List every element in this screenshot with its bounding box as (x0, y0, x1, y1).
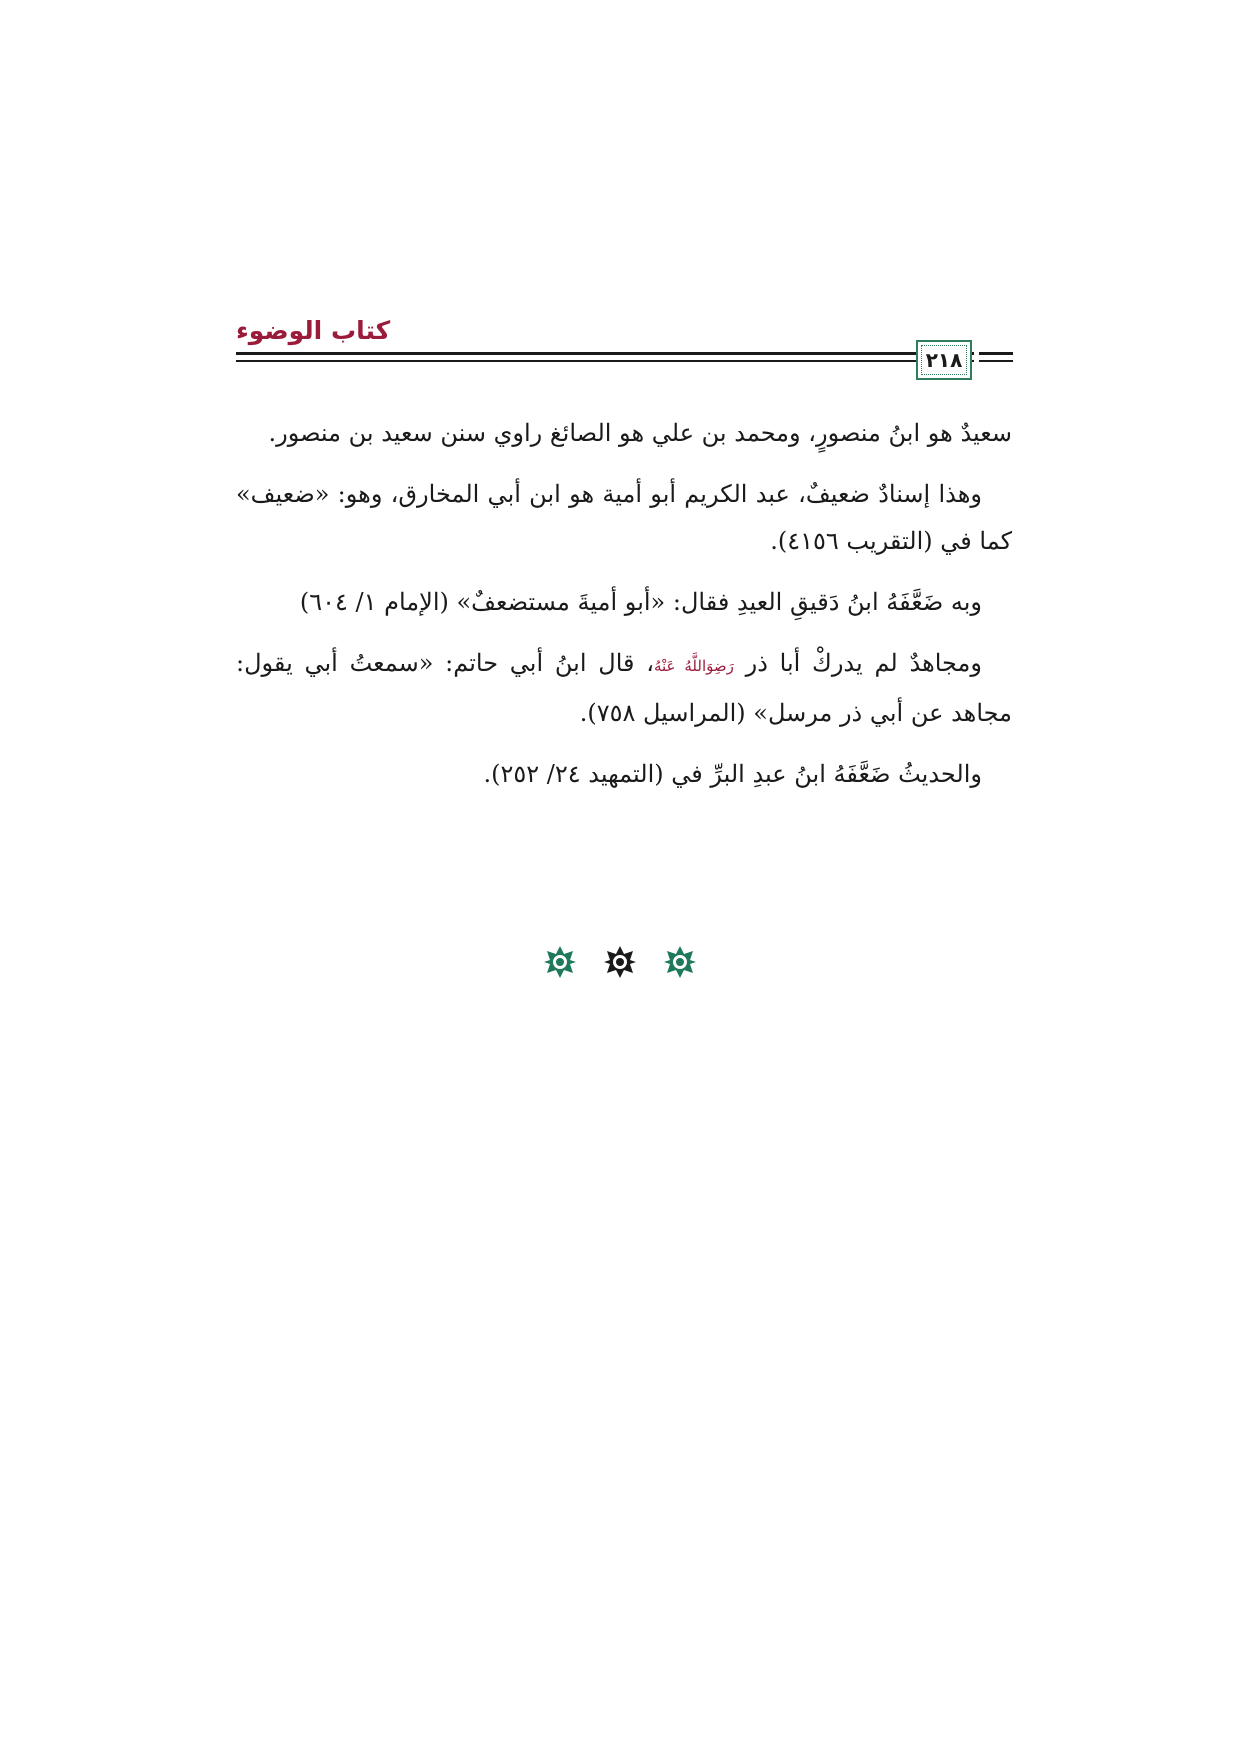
paragraph-4-end: ، قال ابنُ أبي حاتم: «سمعتُ أبي يقول: مجاهد عن أبي ذر مرسل» (المراسيل ٧٥٨). (236, 649, 1012, 727)
paragraph-5: والحديثُ ضَعَّفَهُ ابنُ عبدِ البرِّ في (التمهيد ٢٤/ ٢٥٢). (483, 760, 982, 788)
star-ornament-icon (543, 945, 577, 979)
header-rule-top (236, 352, 974, 355)
star-ornament-icon (603, 945, 637, 979)
header-rule-right-bottom (979, 360, 1013, 362)
header-rule-bottom (236, 360, 974, 362)
page-number-badge (916, 340, 972, 380)
section-end-ornament (0, 945, 1240, 979)
paragraph-4-start: ومجاهدٌ لم يدركْ أبا ذر (745, 649, 982, 677)
honorific-glyph: رَضِوَاللَّهُ عَنْهُ (653, 657, 734, 675)
paragraph-2: وهذا إسنادٌ ضعيفٌ، عبد الكريم أبو أمية هو ابن أبي المخارق، وهو: «ضعيف» كما في (التقريب ٤١٥٦). (236, 480, 1012, 555)
paragraph-1: سعيدٌ هو ابنُ منصورٍ، ومحمد بن علي هو الصائغ راوي سنن سعيد بن منصور. (268, 419, 1012, 447)
header-rule-right-top (979, 352, 1013, 355)
page-number: ٢١٨ (925, 348, 963, 372)
body-text (236, 410, 1012, 812)
paragraph-4 (236, 640, 1012, 737)
star-ornament-icon (663, 945, 697, 979)
paragraph-3: وبه ضَعَّفَهُ ابنُ دَقيقِ العيدِ فقال: «أبو أميةَ مستضعفٌ» (الإمام ١/ ٦٠٤) (299, 588, 982, 616)
chapter-title: كتاب الوضوء (236, 316, 391, 345)
